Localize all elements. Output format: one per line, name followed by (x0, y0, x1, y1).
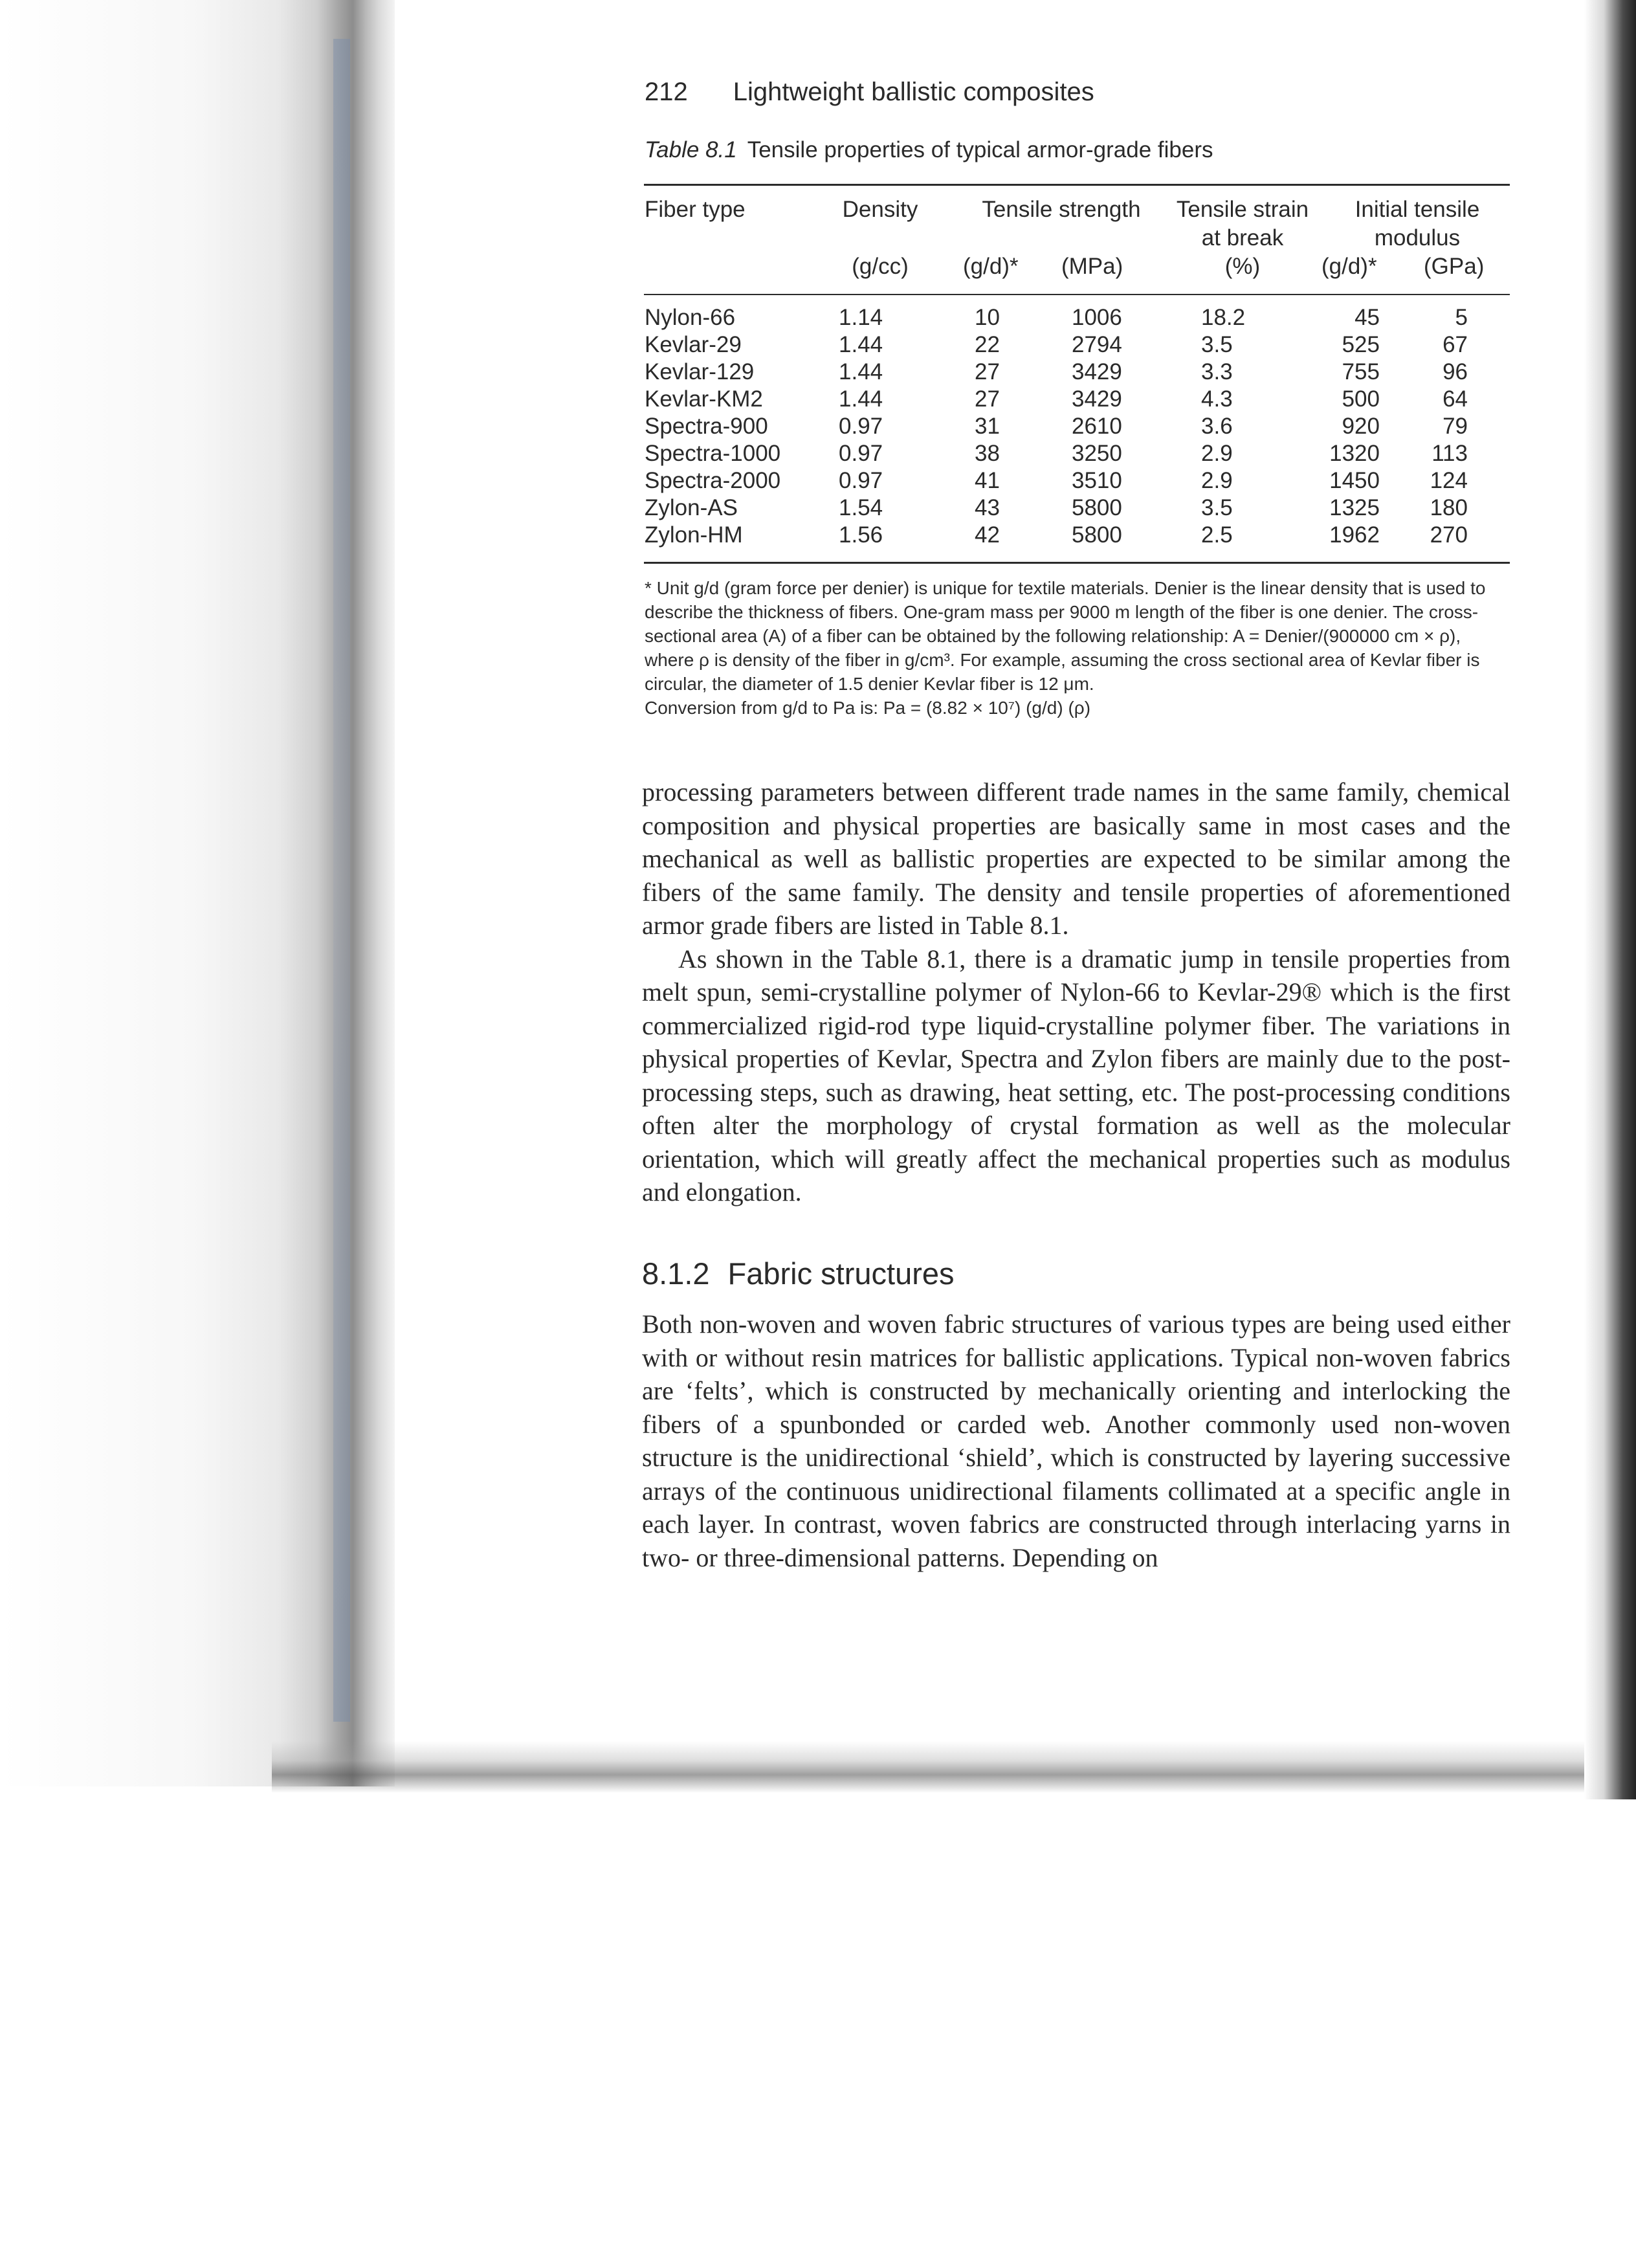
table-cell: 31 (975, 414, 1000, 439)
table-cell: 1.54 (839, 495, 883, 520)
page-bottom-shadow (272, 1741, 1636, 1793)
table-footnote (645, 576, 1512, 720)
header-tensile-strength: Tensile strength (982, 197, 1141, 222)
header-modulus-gpa: (GPa) (1424, 254, 1485, 279)
table-cell: 1450 (1329, 468, 1380, 493)
header-fiber-type: Fiber type (645, 197, 746, 222)
paragraph: As shown in the Table 8.1, there is a dramatic jump in tensile properties from melt spun, semi-crystalline polymer of Nylon-66 to Kevlar-29® which is the first commercialized rigid-rod type liquid-crystalline polymer fiber. The variations in physical properties of Kevlar, Spectra and Zylon fibers are mainly due to the post-processing steps, such as drawing, heat setting, etc. The post-processing conditions often alter the morphology of crystal formation as well as the molecular orientation, which will greatly affect the mechanical properties such as modulus and elongation. (642, 944, 1510, 1206)
table-cell: 525 (1342, 332, 1380, 357)
table-cell: 42 (975, 522, 1000, 548)
table-cell: 5800 (1072, 522, 1122, 548)
section-title: Fabric structures (727, 1256, 955, 1291)
table-cell: 113 (1432, 441, 1468, 466)
table-cell: 41 (975, 468, 1000, 493)
table-cell: Kevlar-29 (645, 332, 742, 357)
table-cell: 10 (975, 305, 1000, 330)
table-cell: 500 (1342, 386, 1380, 412)
table-cell: 43 (975, 495, 1000, 520)
table-cell: 5 (1455, 305, 1468, 330)
table-cell: 3.3 (1201, 359, 1233, 384)
table-cell: 3429 (1072, 386, 1122, 412)
table-cell: 2794 (1072, 332, 1122, 357)
table-cell: 64 (1443, 386, 1468, 412)
table-cell: 270 (1430, 522, 1468, 548)
table-cell: 1962 (1329, 522, 1380, 548)
table-cell: 5800 (1072, 495, 1122, 520)
section-heading (642, 1256, 955, 1291)
table-cell: 3.5 (1201, 495, 1233, 520)
table-cell: 3250 (1072, 441, 1122, 466)
table-cell: 0.97 (839, 414, 883, 439)
header-density: Density (842, 197, 918, 222)
header-strain-unit: (%) (1224, 254, 1261, 279)
table-cell: 3429 (1072, 359, 1122, 384)
table-cell: Kevlar-KM2 (645, 386, 763, 412)
page-number: 212 (645, 78, 688, 106)
table-cell: Zylon-AS (645, 495, 738, 520)
table-label: Table 8.1 (645, 137, 737, 162)
table-cell: 4.3 (1201, 386, 1233, 412)
table-cell: 3510 (1072, 468, 1122, 493)
binding-tint (333, 39, 350, 1722)
col-modulus-gpa (1415, 304, 1468, 549)
footnote-conversion: Conversion from g/d to Pa is: Pa = (8.82 × 10⁷) (g/d) (ρ) (645, 698, 1091, 718)
footnote-text: * Unit g/d (gram force per denier) is unique for textile materials. Denier is the linear density that is used to describe the thickness of fibers. One-gram mass per 9000 m length of the fiber is one denier. The cross-sectional area (A) of a fiber can be obtained by the following relationship: A = Denier/(900000 cm × ρ), where ρ is density of the fiber in g/cm³. For example, assuming the cross sectional area of Kevlar fiber is circular, the diameter of 1.5 denier Kevlar fiber is 12 μm. (645, 578, 1486, 694)
header-initial-tensile: Initial tensile (1354, 197, 1480, 222)
header-density-unit: (g/cc) (852, 254, 909, 279)
table-cell: 45 (1354, 305, 1380, 330)
table-cell: Nylon-66 (645, 305, 736, 330)
paragraph: Both non-woven and woven fabric structures of various types are being used either with or without resin matrices for ballistic applications. Typical non-woven fabrics are ‘felts’, which is constructed by mechanically orienting and interlocking the fibers of a spunbonded or carded web. Another commonly used non-woven structure is the unidirectional ‘shield’, which is constructed by layering successive arrays of the continuous unidirectional filaments collimated at a specific angle in each layer. In contrast, woven fabrics are constructed through interlacing yarns in two- or three-dimensional patterns. Depending on (642, 1309, 1510, 1572)
col-strength-mpa (1072, 304, 1143, 549)
table-cell: 1320 (1329, 441, 1380, 466)
header-tensile-strain: Tensile strain (1176, 197, 1309, 222)
table-cell: 79 (1443, 414, 1468, 439)
table-caption-text: Tensile properties of typical armor-grade fibers (747, 137, 1213, 162)
table-cell: 1.44 (839, 386, 883, 412)
table-top-rule (644, 184, 1510, 186)
table-cell: 0.97 (839, 468, 883, 493)
table-cell: Zylon-HM (645, 522, 743, 548)
col-density (839, 304, 916, 549)
body-text-lower (642, 1307, 1510, 1574)
table-cell: 1006 (1072, 305, 1122, 330)
col-modulus-gd (1324, 304, 1380, 549)
table-cell: 1325 (1329, 495, 1380, 520)
body-text-upper (642, 775, 1510, 1209)
table-cell: 1.44 (839, 359, 883, 384)
header-strength-gd: (g/d)* (963, 254, 1019, 279)
table-bottom-rule (644, 562, 1510, 564)
table-cell: 18.2 (1201, 305, 1246, 330)
table-cell: 22 (975, 332, 1000, 357)
col-strength-gd (975, 304, 1013, 549)
table-cell: Spectra-900 (645, 414, 768, 439)
table-cell: 124 (1430, 468, 1468, 493)
table-cell: 0.97 (839, 441, 883, 466)
table-cell: 180 (1430, 495, 1468, 520)
header-at-break: at break (1201, 225, 1284, 250)
table-cell: 920 (1342, 414, 1380, 439)
table-cell: 755 (1342, 359, 1380, 384)
table-cell: 67 (1443, 332, 1468, 357)
table-cell: 3.6 (1201, 414, 1233, 439)
table-cell: 96 (1443, 359, 1468, 384)
table-cell: 1.14 (839, 305, 883, 330)
table-cell: 1.44 (839, 332, 883, 357)
table-header-rule (644, 294, 1510, 295)
table-cell: 2.5 (1201, 522, 1233, 548)
running-title: Lightweight ballistic composites (733, 78, 1094, 106)
col-tensile-strain (1201, 304, 1279, 549)
right-page-edge (1584, 0, 1636, 1799)
table-cell: Spectra-1000 (645, 441, 781, 466)
table-cell: 2610 (1072, 414, 1122, 439)
header-modulus: modulus (1374, 225, 1461, 250)
table-cell: Spectra-2000 (645, 468, 781, 493)
book-page (641, 0, 1514, 1572)
header-strength-mpa: (MPa) (1061, 254, 1123, 279)
running-header (645, 78, 1094, 107)
table-cell: 3.5 (1201, 332, 1233, 357)
section-number: 8.1.2 (642, 1256, 710, 1291)
table-cell: Kevlar-129 (645, 359, 755, 384)
paragraph: processing parameters between different trade names in the same family, chemical composition and physical properties are basically same in most cases and the mechanical as well as ballistic properties are expected to be similar among the fibers of the same family. The density and tensile properties of aforementioned armor grade fibers are listed in Table 8.1. (642, 777, 1510, 940)
table-cell: 2.9 (1201, 441, 1233, 466)
table-cell: 27 (975, 386, 1000, 412)
table-cell: 2.9 (1201, 468, 1233, 493)
fiber-table-body (645, 304, 1512, 550)
header-modulus-gd: (g/d)* (1321, 254, 1377, 279)
table-cell: 27 (975, 359, 1000, 384)
table-cell: 38 (975, 441, 1000, 466)
table-cell: 1.56 (839, 522, 883, 548)
col-fiber-type (645, 304, 813, 549)
table-caption (645, 137, 1213, 163)
